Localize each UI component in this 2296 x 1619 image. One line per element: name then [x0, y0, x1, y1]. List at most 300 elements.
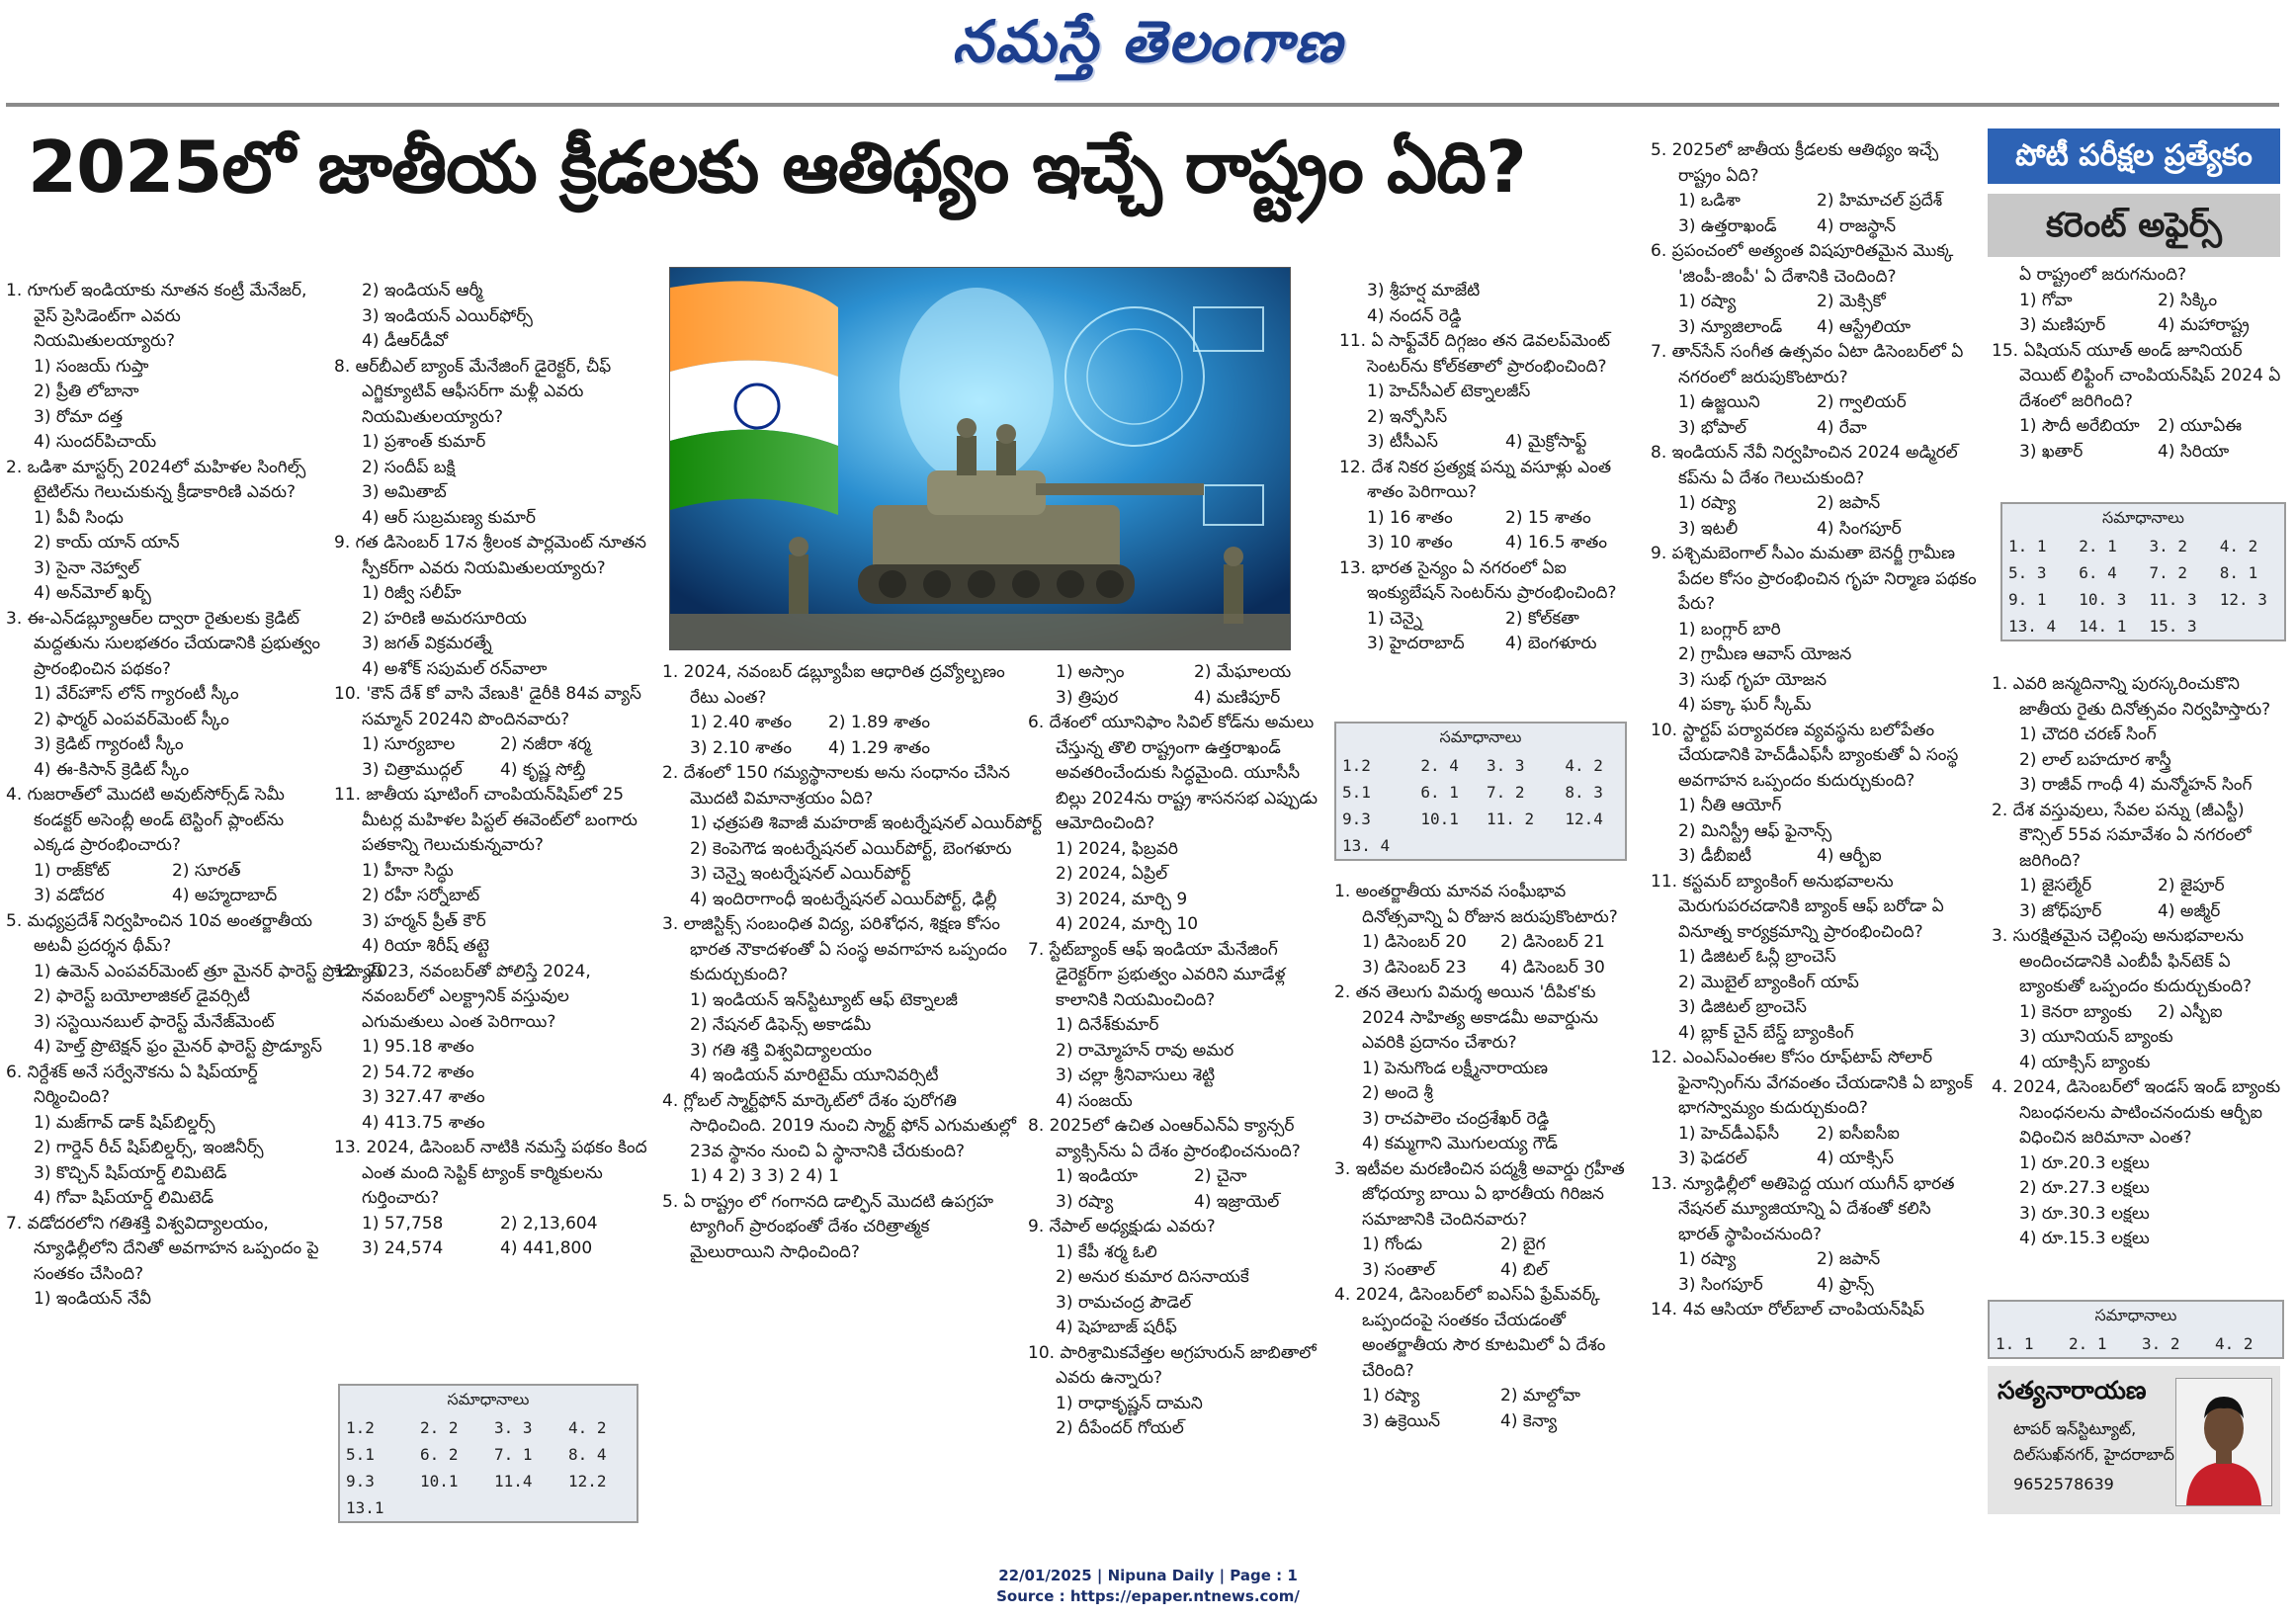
- question-column-4: [1028, 660, 1324, 1442]
- option-text: 2) ఐసీఐసీఐ: [1817, 1123, 1900, 1144]
- option-text: 2) మినిస్ట్రీ ఆఫ్ ఫైనాన్స్: [1678, 820, 1832, 841]
- option-text: 3) సంతాల్: [1362, 1259, 1436, 1280]
- question-column-5: [1339, 279, 1636, 657]
- option-text: 3) 2.10 శాతం: [690, 737, 792, 758]
- option-text: 3) కొచ్చిన్ షిప్‌యార్డ్ లిమిటెడ్: [34, 1162, 227, 1183]
- option-pair: [1651, 315, 1977, 341]
- question-column-7: [1992, 263, 2288, 465]
- option-pair: [1339, 430, 1636, 456]
- question-text: 1. గూగుల్ ఇండియాకు నూతన కంట్రీ మేనేజర్, వైస్ ప్రెసిడెంట్‌గా ఎవరు నియమితులయ్యారు?: [6, 281, 307, 351]
- option-text: 2) సిక్కిం: [2158, 290, 2218, 310]
- option-text: 3) సుభ్ గృహ యోజన: [1678, 669, 1828, 690]
- option-text: 1) జైసల్మేర్: [2019, 876, 2092, 895]
- answer-cell: 15. 3: [2149, 617, 2197, 636]
- question-text: 2. దేశ వస్తువులు, సేవల పన్ను (జీఎస్టీ) కౌన్సిల్ 55వ సమావేశం ఏ నగరంలో జరిగింది?: [1992, 800, 2252, 871]
- question-text: 11. జాతీయ షూటింగ్ చాంపియన్‌షిప్‌లో 25 మీటర్ల మహిళల పిస్టల్ ఈవెంట్‌లో బంగారు పతకాన్ని గెలుచుకున్నవారు?: [334, 785, 638, 855]
- option-text: 2) ఫారెస్ట్ బయోలాజికల్ డైవర్సిటీ: [34, 986, 250, 1006]
- answer-cell: 7. 2: [2149, 563, 2188, 582]
- question-column-6: [1651, 138, 1977, 1323]
- option-text: 2) ఇండియన్ ఆర్మీ: [362, 281, 483, 300]
- option-text: 1) బంగ్లార్ బారి: [1678, 619, 1781, 639]
- question-text: 14. 4వ ఆసియా రోల్‌బాల్ చాంపియన్‌షిప్: [1651, 1300, 1925, 1320]
- option-text: 4) ఇందిరాగాంధీ ఇంటర్నేషనల్ ఎయిర్‌పోర్ట్, ఢిల్లీ: [690, 889, 997, 909]
- option-text: 2) 15 శాతం: [1505, 507, 1591, 528]
- answer-cell: 1.2: [1342, 756, 1371, 775]
- option-text: 1) హెచ్‌సీఎల్ టెక్నాలజీస్: [1367, 382, 1531, 401]
- option-text: 1) చెన్నై: [1367, 608, 1422, 629]
- option-text: 2) ఎస్బీఐ: [2158, 1001, 2223, 1022]
- question-text: 9. గత డిసెంబర్ 17న శ్రీలంక పార్లమెంట్ నూతన స్పీకర్‌గా ఎవరు నియమితులయ్యారు?: [334, 533, 646, 578]
- question-text: 1. 2024, నవంబర్ డబ్ల్యూపీఐ ఆధారిత ద్రవ్యోల్బణం రేటు ఎంత?: [662, 662, 1005, 708]
- option-text: 3) జోధ్‌పూర్: [2019, 900, 2102, 921]
- question-text: 9. పశ్చిమబెంగాల్ సీఎం మమతా బెనర్జీ గ్రామీణ పేదల కోసం ప్రారంభించిన గృహ నిర్మాణ పథకం పేరు?: [1651, 544, 1977, 614]
- option-text: 2) నేషనల్ డిఫెన్స్ అకాడమీ: [690, 1015, 872, 1035]
- author-phone: 9652578639: [2013, 1475, 2114, 1493]
- option-text: 2) మేఘాలయ: [1194, 662, 1292, 682]
- option-text: 2) హిమాచల్ ప్రదేశ్: [1817, 191, 1943, 211]
- option-text: 3) సింగపూర్: [1678, 1274, 1763, 1295]
- answers-title: సమాధానాలు: [2102, 508, 2184, 527]
- question-text: 1. ఎవరి జన్మదినాన్ని పురస్కరించుకొని జాతీయ రైతు దినోత్సవం నిర్వహిస్తారు?: [1992, 674, 2271, 720]
- question-column-3: [662, 660, 1043, 1265]
- section-banner: పోటీ పరీక్షల ప్రత్యేకం: [1988, 128, 2280, 184]
- option-text: 3) రాచపాలెం చంద్రశేఖర్ రెడ్డి: [1362, 1108, 1550, 1129]
- option-text: 1) పెనుగొండ లక్ష్మీనారాయణ: [1362, 1058, 1549, 1078]
- answers-box-2: [1334, 722, 1627, 861]
- answer-cell: 9.3: [346, 1472, 375, 1491]
- option-text: 3) క్రెడిట్ గ్యారంటీ స్కీం: [34, 734, 184, 754]
- option-text: 2) గ్వాలియర్: [1817, 392, 1907, 412]
- question-text: 5. ఏ రాష్ట్రం లో గంగానది డాల్ఫిన్ మొదటి ఉపగ్రహ ట్యాగింగ్ ప్రారంభంతో దేశం చరిత్రాత్మక మైలురాయిని సాధించింది?: [662, 1191, 994, 1262]
- option-text: 3) 2024, మార్చి 9: [1056, 889, 1188, 909]
- option-text: 1) 57,758: [362, 1213, 444, 1234]
- option-text: 3) డీబీఐటీ: [1678, 846, 1752, 866]
- answer-cell: 3. 3: [494, 1418, 533, 1437]
- option-text: 2) మెక్సికో: [1817, 292, 1886, 311]
- question-text: 13. భారత సైన్యం ఏ నగరంలో ఏఐ ఇంక్యుబేషన్ సెంటర్‌ను ప్రారంభించింది?: [1339, 557, 1617, 603]
- answer-cell: 4. 2: [2215, 1334, 2253, 1353]
- option-pair: [1651, 390, 1977, 416]
- masthead-divider: [6, 103, 2279, 107]
- option-text: 3) రూ.30.3 లక్షలు: [2019, 1203, 2150, 1224]
- option-text: 2) లాల్ బహదూర శాస్త్రీ: [2019, 749, 2171, 770]
- option-pair: [662, 711, 1018, 736]
- option-text: 4) ఈ-కిసాన్ క్రెడిట్ స్కీం: [34, 759, 190, 780]
- option-pair: [1651, 290, 1977, 315]
- question-text: 2. తన తెలుగు విమర్శ అయిన 'దీపిక'కు 2024 సాహిత్య అకాడమీ అవార్డును ఎవరికి ప్రదానం చేశారు?: [1334, 982, 1599, 1053]
- answer-cell: 12.4: [1565, 810, 1603, 828]
- option-text: 1) గోండు: [1362, 1235, 1423, 1254]
- footer-page-info: 22/01/2025 | Nipuna Daily | Page : 1: [998, 1567, 1298, 1584]
- answer-cell: [562, 1494, 637, 1521]
- answer-cell: 12. 3: [2219, 590, 2267, 609]
- option-pair: [1028, 1190, 1324, 1216]
- option-pair: [334, 758, 650, 784]
- question-text: 7. తాన్‌సేన్ సంగీత ఉత్సవం ఏటా డిసెంబర్‌లో ఏ నగరంలో జరుపుకొంటారు?: [1651, 342, 1964, 387]
- option-text: 4) డీఆర్‌డీవో: [362, 331, 449, 351]
- option-text: 1) 16 శాతం: [1367, 507, 1453, 528]
- option-pair: [1651, 1247, 1977, 1273]
- question-text: 6. నిర్దేశక్ అనే సర్వేనౌకను ఏ షిప్‌యార్డ్ నిర్మించింది?: [6, 1062, 258, 1107]
- answer-cell: 7. 2: [1486, 783, 1525, 802]
- option-text: 3) ఖతార్: [2019, 441, 2083, 462]
- option-text: 1) గోవా: [2019, 290, 2073, 310]
- answer-cell: 9.3: [1342, 810, 1371, 828]
- option-text: 2) గ్రామీణ ఆవాస్ యోజన: [1678, 644, 1852, 664]
- option-text: 2) 2024, ఏప్రిల్: [1056, 864, 1168, 884]
- option-text: 3) యూనియన్ బ్యాంకు: [2019, 1027, 2173, 1047]
- option-text: 2) డిసెంబర్ 21: [1500, 932, 1605, 952]
- answer-cell: [1414, 832, 1481, 859]
- option-text: 2) బైగ: [1500, 1235, 1546, 1254]
- option-text: 1) సంజయ్ గుప్తా: [34, 356, 149, 377]
- option-text: 3) చల్లా శ్రీనివాసులు శెట్టి: [1056, 1065, 1216, 1085]
- answer-cell: 3. 2: [2142, 1334, 2180, 1353]
- option-pair: [1339, 632, 1636, 657]
- option-text: 2) రూ.27.3 లక్షలు: [2019, 1178, 2150, 1198]
- option-text: 4) రాజస్థాన్: [1817, 215, 1897, 236]
- option-pair: [334, 1212, 650, 1237]
- option-text: 1) కెనరా బ్యాంకు: [2019, 1001, 2133, 1022]
- option-text: 2) కెంపెగౌడ ఇంటర్నేషనల్ ఎయిర్‌పోర్ట్, బెంగళూరు: [690, 838, 1012, 859]
- option-pair: [1334, 956, 1636, 981]
- option-pair: [1651, 491, 1977, 517]
- option-text: 3) 24,574: [362, 1238, 444, 1258]
- option-text: 4) రేవా: [1817, 417, 1867, 438]
- option-text: 1) వేర్‌హౌస్ లోన్ గ్యారంటీ స్కీం: [34, 684, 239, 704]
- option-pair: [1992, 874, 2288, 899]
- option-text: 1) అస్సాం: [1056, 662, 1125, 682]
- question-text: 9. నేపాల్ అధ్యక్షుడు ఎవరు?: [1028, 1217, 1216, 1236]
- answer-cell: 5. 3: [2008, 563, 2047, 582]
- option-text: 3) రామచంద్ర పౌడెల్: [1056, 1292, 1192, 1313]
- answer-cell: 4. 2: [1565, 756, 1603, 775]
- option-text: 4) హెల్త్ ప్రొటెక్షన్ ఫ్రం మైనర్ ఫారెస్ట్ ప్రొడ్యూస్: [34, 1037, 322, 1057]
- option-pair: [1651, 1122, 1977, 1148]
- option-text: 4) యాక్సిస్: [1817, 1149, 1894, 1168]
- option-pair: [1339, 506, 1636, 532]
- question-text: 8. ఆర్‌బీఎల్ బ్యాంక్ మేనేజింగ్ డైరెక్టర్, చీఫ్ ఎగ్జిక్యూటివ్ ఆఫీసర్‌గా మళ్లీ ఎవరు నియమితులయ్యారు?: [334, 356, 612, 427]
- answer-cell: 3. 3: [1486, 756, 1525, 775]
- option-text: 2) జైపూర్: [2158, 876, 2225, 895]
- option-text: 4) 2024, మార్చి 10: [1056, 914, 1199, 934]
- answer-cell: 10. 3: [2079, 590, 2127, 609]
- option-text: 4) అజ్మీర్: [2158, 900, 2221, 921]
- answer-cell: 8. 4: [568, 1445, 607, 1464]
- option-text: 4) అన్‌మోల్ ఖర్బ్: [34, 583, 151, 603]
- answer-cell: 6. 1: [1420, 783, 1459, 802]
- page-headline: 2025లో జాతీయ క్రీడలకు ఆతిథ్యం ఇచ్చే రాష్ట్రం ఏది?: [28, 126, 1526, 209]
- option-text: 2) కోల్‌కతా: [1505, 608, 1579, 629]
- option-text: 4) యాక్సిస్ బ్యాంకు: [2019, 1052, 2151, 1072]
- option-text: 1) రూ.20.3 లక్షలు: [2019, 1152, 2150, 1173]
- answer-cell: [488, 1494, 562, 1521]
- option-text: 3) రష్యా: [1056, 1191, 1114, 1212]
- question-column-5b: [1334, 880, 1636, 1434]
- option-text: 1) కేపీ శర్మ ఓలి: [1056, 1241, 1157, 1262]
- option-text: 2) సందీప్ బక్షి: [362, 457, 456, 477]
- option-text: 3) న్యూజిలాండ్: [1678, 316, 1783, 337]
- option-text: 3) ఉత్తరాఖండ్: [1678, 215, 1777, 236]
- answer-cell: 13.1: [346, 1498, 384, 1517]
- option-text: 1) ఇండియా: [1056, 1166, 1139, 1186]
- option-text: 4) 413.75 శాతం: [362, 1112, 485, 1133]
- option-text: 4) కెన్యా: [1500, 1410, 1558, 1431]
- option-pair: [1339, 607, 1636, 633]
- option-text: 4) అశోక్ సపుమల్ రన్‌వాలా: [362, 658, 548, 679]
- option-text: 1) రష్యా: [1362, 1386, 1420, 1406]
- option-text: 1) దినేశ్‌కుమార్: [1056, 1015, 1159, 1035]
- newspaper-logo: నమస్తే తెలంగాణ: [952, 8, 1344, 75]
- option-text: 3) సస్టెయినబుల్ ఫారెస్ట్ మేనేజ్‌మెంట్: [34, 1011, 275, 1032]
- question-column-7b: [1992, 672, 2288, 1252]
- author-card: [1988, 1366, 2280, 1514]
- option-pair: [1651, 416, 1977, 442]
- option-text: 2) ప్రీతి లోబానా: [34, 382, 139, 401]
- option-text: 3) మణిపూర్: [2019, 315, 2106, 335]
- option-text: 1) హీనా సిద్ధు: [362, 860, 454, 881]
- option-pair: [6, 859, 322, 885]
- option-pair: [1651, 844, 1977, 870]
- option-text: 1) ఛత్రపతి శివాజీ మహరాజ్ ఇంటర్నేషనల్ ఎయిర్‌పోర్ట్: [690, 813, 1043, 833]
- question-text: 4. 2024, డిసెంబర్‌లో ఐఎస్ఏ ఫ్రేమ్‌వర్క్ ఒప్పందంపై సంతకం చేయడంతో అంతర్జాతీయ సౌర కూటమిలో ఏ దేశం చేరింది?: [1334, 1285, 1606, 1381]
- option-text: 1) మజ్‌గావ్ డాక్ షిప్‌బిల్డర్స్: [34, 1112, 215, 1133]
- option-pair: [334, 732, 650, 758]
- question-text: 8. 2025లో ఉచిత ఎంఆర్‌ఎన్ఏ క్యాన్సర్ వ్యాక్సిన్‌ను ఏ దేశం ప్రారంభించనుంది?: [1028, 1116, 1301, 1161]
- option-pair: [1334, 930, 1636, 956]
- question-text: 4. గుజరాత్‌లో మొదటి అవుట్‌సోర్స్‌డ్ సెమీ కండక్టర్ అసెంబ్లీ అండ్ టెస్టింగ్ ప్లాంట్‌ను ఎక్కడ ప్రారంభించారు?: [6, 785, 285, 855]
- option-text: 2) అనుర కుమార దిసనాయకే: [1056, 1267, 1249, 1287]
- option-text: 3) 10 శాతం: [1367, 533, 1453, 553]
- option-pair: [1028, 1164, 1324, 1190]
- option-text: 2) అందె శ్రీ: [1362, 1083, 1433, 1103]
- option-text: 3) అమితాబ్: [362, 482, 447, 502]
- option-text: 2) హరిణి అమరసూరియ: [362, 608, 527, 629]
- option-text: 4) సిరియా: [2158, 441, 2230, 462]
- option-text: 1) రష్యా: [1678, 493, 1737, 513]
- option-text: 4) ఆర్బీఐ: [1817, 846, 1882, 866]
- option-text: 3) ఉక్రెయిన్: [1362, 1410, 1441, 1431]
- option-text: 2) 2,13,604: [500, 1213, 598, 1234]
- option-text: 4) 16.5 శాతం: [1505, 533, 1607, 553]
- option-text: 2) సూరత్: [172, 860, 241, 881]
- option-text: 4) రియా శిరీష్ తట్టె: [362, 936, 489, 956]
- answer-cell: 6. 4: [2079, 563, 2117, 582]
- option-pair: [1992, 899, 2288, 925]
- option-text: 4) సింగపూర్: [1817, 518, 1902, 539]
- question-text: 13. 2024, డిసెంబర్ నాటికి నమస్తే పథకం కింద ఎంత మంది సెప్టిక్ ట్యాంక్ కార్మికులను గుర్తించారు?: [334, 1138, 647, 1208]
- question-text: 7. వడోదరలోని గతిశక్తి విశ్వవిద్యాలయం, న్యూఢిల్లీలోని దేనితో అవగాహన ఒప్పందం పై సంతకం చేసింది?: [6, 1213, 319, 1284]
- author-location: దిల్‌సుఖ్‌నగర్, హైదరాబాద్: [2013, 1445, 2174, 1464]
- option-text: 1) రాధాకృష్ణన్ దామని: [1056, 1393, 1203, 1413]
- option-text: 1) రాజ్‌కోట్: [34, 860, 110, 881]
- option-text: 3) టీసీఎస్: [1367, 432, 1438, 452]
- option-text: 3) భోపాల్: [1678, 417, 1747, 438]
- option-pair: [1339, 531, 1636, 556]
- answer-cell: 2. 1: [2079, 537, 2117, 555]
- option-pair: [1992, 440, 2288, 466]
- answer-cell: 13. 4: [1342, 836, 1391, 855]
- answer-cell: 13. 4: [2008, 617, 2057, 636]
- option-text: 1) ప్రశాంత్ కుమార్: [362, 432, 486, 452]
- option-text: 2) యూఏఈ: [2158, 416, 2243, 436]
- option-text: 2) నజీరా శర్మ: [500, 734, 591, 754]
- option-text: 1) 95.18 శాతం: [362, 1037, 474, 1057]
- option-text: 4) అహ్మదాబాద్: [172, 886, 278, 905]
- option-text: 4) ఆస్ట్రేలియా: [1817, 316, 1912, 337]
- answer-cell: [1481, 832, 1559, 859]
- option-text: 3) శ్రీహర్ష మాజేటి: [1367, 281, 1481, 300]
- option-text: 3) ఫెడరల్: [1678, 1149, 1747, 1168]
- option-text: 3) సైనా నెహ్వాల్: [34, 557, 140, 578]
- option-text: 4) సంజయ్: [1056, 1090, 1133, 1111]
- option-text: 4) డిసెంబర్ 30: [1500, 957, 1605, 978]
- option-text: 2) 54.72 శాతం: [362, 1062, 474, 1082]
- option-text: 2) మాల్దోవా: [1500, 1386, 1580, 1406]
- option-text: 4) బ్లాక్ చైన్ బేస్డ్ బ్యాంకింగ్: [1678, 1022, 1854, 1043]
- option-text: 1) హెచ్‌డీఎఫ్‌సీ: [1678, 1123, 1780, 1144]
- question-text: 6. ప్రపంచంలో అత్యంత విషపూరితమైన మొక్క 'జింపీ-జింపీ' ఏ దేశానికి చెందింది?: [1651, 241, 1954, 287]
- answer-cell: 11.4: [494, 1472, 533, 1491]
- author-name: సత్యనారాయణ: [1998, 1376, 2147, 1405]
- question-text: 3. సురక్షితమైన చెల్లింపు అనుభవాలను అందించడానికి ఎంబీపీ ఫిన్‌టెక్ ఏ బ్యాంకుతో ఒప్పందం కుదుర్చుకుంది?: [1992, 926, 2253, 996]
- answers-box-1: [338, 1384, 638, 1523]
- option-pair: [1992, 1000, 2288, 1026]
- option-text: 4) కృష్ణ సోబ్తీ: [500, 759, 586, 780]
- option-text: 3) వడోదర: [34, 886, 105, 905]
- answer-cell: [414, 1494, 488, 1521]
- option-text: 3) రాజీవ్ గాంధీ 4) మన్మోహన్ సింగ్: [2019, 775, 2253, 795]
- answer-cell: 5.1: [1342, 783, 1371, 802]
- option-pair: [1651, 517, 1977, 543]
- option-text: 2) జపాన్: [1817, 493, 1881, 513]
- option-pair: [6, 884, 322, 909]
- option-text: 4) ఆర్ సుబ్రమణ్య కుమార్: [362, 507, 536, 528]
- masthead: [0, 0, 2296, 99]
- option-text: 2) రహీ సర్నోబాట్: [362, 886, 480, 905]
- option-text: 1) 4 2) 3 3) 2 4) 1: [690, 1166, 839, 1186]
- option-text: 2) మొబైల్ బ్యాంకింగ్ యాప్: [1678, 972, 1859, 992]
- answer-cell: 12.2: [568, 1472, 607, 1491]
- option-text: 1) 2024, ఫిబ్రవరి: [1056, 838, 1178, 859]
- answer-cell: 1.2: [346, 1418, 375, 1437]
- question-column-2: [334, 279, 650, 1262]
- option-text: 1) సూర్యబాల: [362, 734, 456, 754]
- option-text: 4) కమ్మగాని మొగులయ్య గౌడ్: [1362, 1134, 1558, 1153]
- illustration-military-tech: [669, 267, 1291, 650]
- option-text: 3) హర్మన్ ప్రీత్ కౌర్: [362, 910, 486, 931]
- option-text: 1) ఇండియన్ నేవీ: [34, 1289, 151, 1309]
- option-pair: [1651, 1273, 1977, 1299]
- answer-cell: 10.1: [1420, 810, 1459, 828]
- option-text: 4) మైక్రోసాఫ్ట్: [1505, 432, 1587, 452]
- answer-cell: 7. 1: [494, 1445, 533, 1464]
- option-text: 2) జపాన్: [1817, 1249, 1881, 1269]
- question-text: 12. ఎంఎస్ఎంఈల కోసం రూఫ్‌టాప్ సోలార్ ఫైనాన్సింగ్‌ను వేగవంతం చేయడానికి ఏ బ్యాంక్ భాగస్వామ్యం కుదుర్చుకుంది?: [1651, 1048, 1973, 1118]
- option-pair: [662, 736, 1018, 762]
- option-pair: [1028, 686, 1324, 712]
- option-text: 1) సౌదీ అరేబియా: [2019, 416, 2140, 436]
- answer-cell: 10.1: [420, 1472, 459, 1491]
- question-text: 8. ఇండియన్ నేవీ నిర్వహించిన 2024 అడ్మిరల్ కప్‌ను ఏ దేశం గెలుచుకుంది?: [1651, 443, 1958, 488]
- option-text: 3) చిత్రాముద్గల్: [362, 759, 463, 780]
- footer-source: Source : https://epaper.ntnews.com/: [996, 1587, 1300, 1605]
- option-pair: [334, 1236, 650, 1262]
- option-text: 3) హైదరాబాద్: [1367, 634, 1465, 653]
- answer-cell: 6. 2: [420, 1445, 459, 1464]
- option-text: 3) ఇటలీ: [1678, 518, 1739, 539]
- question-text: 10. పారిశ్రామికవేత్తల అగ్రహురున్ జాబితాలో ఎవరు ఉన్నారు?: [1028, 1342, 1317, 1388]
- answer-cell: [1559, 832, 1625, 859]
- answer-cell: 8. 1: [2219, 563, 2258, 582]
- answer-cell: 11. 2: [1486, 810, 1535, 828]
- option-text: 3) గతి శక్తి విశ్వవిద్యాలయం: [690, 1040, 872, 1061]
- author-photo: [2175, 1378, 2272, 1506]
- option-text: 3) రోమా దత్త: [34, 406, 124, 427]
- person-icon: [2176, 1379, 2271, 1505]
- question-text: 1. అంతర్జాతీయ మానవ సంఘీభావ దినోత్సవాన్ని ఏ రోజున జరుపుకొంటారు?: [1334, 882, 1618, 927]
- question-text: 2. ఒడిశా మాస్టర్స్ 2024లో మహిళల సింగిల్స్ టైటిల్‌ను గెలుచుకున్న క్రీడాకారిణి ఎవరు?: [6, 457, 306, 502]
- option-text: 1) డిజిటల్ ఓన్లీ బ్రాంచెస్: [1678, 947, 1836, 967]
- option-text: 2) దీపేందర్ గోయల్: [1056, 1418, 1184, 1438]
- option-text: 4) మణిపూర్: [1194, 687, 1281, 708]
- question-text: 5. 2025లో జాతీయ క్రీడలకు ఆతిథ్యం ఇచ్చే రాష్ట్రం ఏది?: [1651, 140, 1939, 186]
- option-pair: [1334, 1258, 1636, 1284]
- option-text: 4) పక్కా ఘర్ స్కీమ్: [1678, 695, 1812, 715]
- option-text: 4) 1.29 శాతం: [828, 737, 930, 758]
- section-subbanner: కరెంట్ అఫైర్స్: [1988, 194, 2280, 257]
- answer-cell: 11. 3: [2149, 590, 2197, 609]
- answers-title: సమాధానాలు: [447, 1390, 530, 1408]
- option-text: 1) రిజ్వీ సలీహ్: [362, 583, 462, 603]
- question-text: 3. లాజిస్టిక్స్ సంబంధిత విద్య, పరిశోధన, శిక్షణ కోసం భారత నౌకాదళంతో ఏ సంస్థ అవగాహన ఒప్పందం కుదుర్చుకుంది?: [662, 914, 1007, 984]
- option-text: 4) నందన్ రెడ్డి: [1367, 305, 1462, 326]
- option-text: 2) ఫార్మర్ ఎంపవర్‌మెంట్ స్కీం: [34, 709, 229, 729]
- question-text: 11. ఏ సాఫ్ట్‌వేర్ దిగ్గజం తన డెవలప్‌మెంట్ సెంటర్‌ను కోల్‌కతాలో ప్రారంభించింది?: [1339, 331, 1611, 377]
- option-pair: [1028, 660, 1324, 686]
- answer-cell: 2. 1: [2069, 1334, 2107, 1353]
- author-institute: టాపర్ ఇన్‌స్టిట్యూట్,: [2013, 1419, 2137, 1438]
- option-text: 2) 1.89 శాతం: [828, 713, 930, 732]
- option-text: 1) నీతి ఆయోగ్: [1678, 796, 1782, 815]
- option-text: 2) గార్డెన్ రీచ్ షిప్‌బిల్డర్స్, ఇంజినీర్స్: [34, 1138, 264, 1157]
- answer-cell: 2. 2: [420, 1418, 459, 1437]
- option-text: 3) జగత్ విక్రమరత్నే: [362, 634, 492, 653]
- question-text: 3. ఈ-ఎన్‌డబ్ల్యూఆర్‌ల ద్వారా రైతులకు క్రెడిట్ మద్దతును సులభతరం చేయడానికి ప్రభుత్వం ప్రారంభించిన పథకం?: [6, 608, 320, 679]
- option-pair: [1651, 189, 1977, 214]
- option-text: ఏ రాష్ట్రంలో జరుగనుంది?: [2019, 265, 2187, 285]
- option-text: 4) రూ.15.3 లక్షలు: [2019, 1229, 2150, 1248]
- option-text: 4) మహారాష్ట్ర: [2158, 315, 2250, 335]
- option-pair: [1992, 313, 2288, 339]
- option-text: 4) సుందర్‌పిచాయ్: [34, 432, 157, 452]
- option-text: 2) కాయ్ యాన్ యాన్: [34, 533, 180, 553]
- option-text: 3) డిసెంబర్ 23: [1362, 957, 1467, 978]
- option-pair: [1334, 1409, 1636, 1435]
- question-text: 11. కస్టమర్ బ్యాంకింగ్ అనుభవాలను మెరుగుపరచడానికి బ్యాంక్ ఆఫ్ బరోడా ఏ వినూత్న కార్యక్రమాన్ని ప్రారంభించింది?: [1651, 871, 1944, 942]
- question-text: 10. స్టార్టప్ పర్యావరణ వ్యవస్థను బలోపేతం చేయడానికి హెచ్‌డీఎఫ్‌సీ బ్యాంకుతో ఏ సంస్థ అవగాహన ఒప్పందం కుదుర్చుకుంది?: [1651, 720, 1959, 791]
- option-text: 3) 327.47 శాతం: [362, 1087, 485, 1107]
- option-text: 3) ఇండియన్ ఎయిర్‌ఫోర్స్: [362, 305, 533, 326]
- option-text: 1) ఉజ్జయిని: [1678, 392, 1760, 412]
- answer-cell: 9. 1: [2008, 590, 2047, 609]
- question-text: 4. 2024, డిసెంబర్‌లో ఇండస్ ఇండ్ బ్యాంకు నిబంధనలను పాటించనందుకు ఆర్బీఐ విధించిన జరిమానా ఎంత?: [1992, 1077, 2281, 1148]
- option-text: 1) ఒడిశా: [1678, 191, 1741, 211]
- question-text: 10. 'కౌన్ దేశ్ కో వాసి వేణుకి' డైరీకి 84వ వ్యాస్ సమ్మాన్ 2024ని పొందినవారు?: [334, 684, 641, 729]
- answer-cell: 3. 2: [2149, 537, 2188, 555]
- answer-cell: 4. 2: [568, 1418, 607, 1437]
- option-text: 2) చైనా: [1194, 1166, 1247, 1186]
